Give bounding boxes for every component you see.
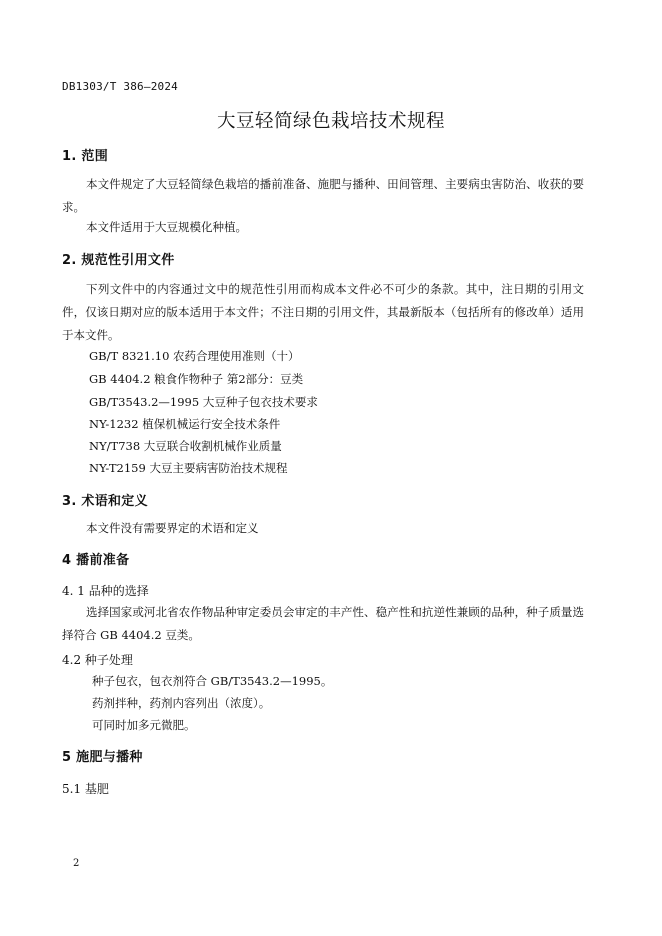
terms-paragraph: 本文件没有需要界定的术语和定义 <box>86 521 259 535</box>
reference-item: NY/T738 大豆联合收割机械作业质量 <box>89 439 282 453</box>
section-heading-scope: 1. 范围 <box>62 149 109 164</box>
document-code: DB1303/T 386—2024 <box>62 80 178 93</box>
section-heading-normative: 2. 规范性引用文件 <box>62 253 175 268</box>
reference-item: NY-1232 植保机械运行安全技术条件 <box>89 417 281 431</box>
scope-paragraph-1: 本文件规定了大豆轻简绿色栽培的播前准备、施肥与播种、田间管理、主要病虫害防治、收获的要求。 <box>62 177 584 214</box>
reference-item: GB 4404.2 粮食作物种子 第2部分：豆类 <box>89 372 304 386</box>
document-title: 大豆轻简绿色栽培技术规程 <box>216 111 445 132</box>
reference-item: NY-T2159 大豆主要病害防治技术规程 <box>89 461 288 475</box>
seed-treatment-line: 种子包衣，包衣剂符合 GB/T3543.2—1995。 <box>92 674 333 688</box>
subsection-heading-seed-treatment: 4.2 种子处理 <box>62 653 133 667</box>
subsection-heading-variety: 4. 1 品种的选择 <box>62 584 149 598</box>
seed-treatment-line: 药剂拌种，药剂内容列出（浓度）。 <box>92 696 271 710</box>
reference-item: GB/T 8321.10 农药合理使用准则（十） <box>89 349 300 363</box>
normative-paragraph: 下列文件中的内容通过文中的规范性引用而构成本文件必不可少的条款。其中，注日期的引用文件，仅该日期对应的版本适用于本文件；不注日期的引用文件，其最新版本（包括所有的修改单）适用于本文件。 <box>62 282 584 342</box>
page-number: 2 <box>73 858 80 869</box>
section-heading-fertilize: 5 施肥与播种 <box>62 750 143 765</box>
seed-treatment-line: 可同时加多元微肥。 <box>92 718 196 732</box>
scope-paragraph-2: 本文件适用于大豆规模化种植。 <box>86 220 247 234</box>
variety-paragraph: 选择国家或河北省农作物品种审定委员会审定的丰产性、稳产性和抗逆性兼顾的品种，种子质量选择符合 GB 4404.2 豆类。 <box>62 605 584 642</box>
subsection-heading-base-fertilizer: 5.1 基肥 <box>62 782 109 796</box>
section-heading-preparation: 4 播前准备 <box>62 553 130 568</box>
section-heading-terms: 3. 术语和定义 <box>62 494 148 509</box>
reference-item: GB/T3543.2—1995 大豆种子包衣技术要求 <box>89 395 318 409</box>
